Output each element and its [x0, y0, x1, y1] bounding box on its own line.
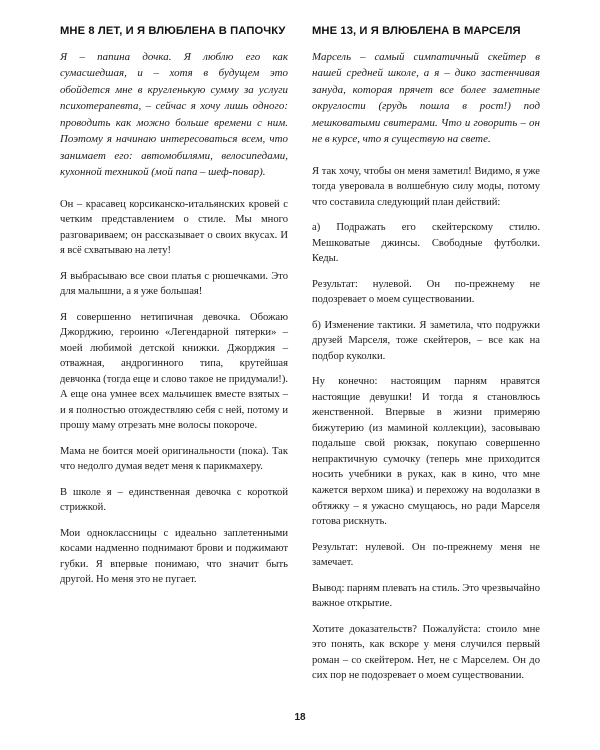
left-column-heading: МНЕ 8 ЛЕТ, И Я ВЛЮБЛЕНА В ПАПОЧКУ [60, 25, 286, 37]
paragraph: Результат: нулевой. Он по-прежнему меня не замечает. [312, 541, 540, 569]
paragraph: Марсель – самый симпатичный скейтер в нашей средней школе, а я – дико застенчивая зануда, которая прячет все более заметные округлости (грудь пошла в рост!) под мешковатыми свитерами. Что и говорить – он не в курсе, что я существую на свете. [312, 51, 540, 146]
paragraph: Я совершенно нетипичная девочка. Обожаю Джорджию, героиню «Легендарной пятерки» – моей любимой детской книжки. Джорджия – отважная, андрогинного типа, крутейшая девчонка (тогда еще и слово такое не придумали!). А еще она умнее всех мальчишек вместе взятых – и я полностью отождествляю себя с ней, потому и прошу маму отрезать мне волосы покороче. [60, 311, 288, 432]
paragraph: Я выбрасываю все свои платья с рюшечками. Это для малышни, а я уже большая! [60, 270, 288, 298]
paragraph: Результат: нулевой. Он по-прежнему не подозревает о моем существовании. [312, 278, 540, 306]
right-column [312, 24, 540, 694]
paragraph: а) Подражать его скейтерскому стилю. Мешковатые джинсы. Свободные футболки. Кеды. [312, 222, 540, 265]
page-number: 18 [294, 712, 306, 723]
paragraph: Хотите доказательств? Пожалуйста: стоило мне это понять, как вскоре у меня случился первый роман – со скейтером. Нет, не с Марселем. Он до сих пор не подозревает о моем существовании. [312, 623, 540, 682]
paragraph: Я так хочу, чтобы он меня заметил! Видимо, я уже тогда уверовала в волшебную силу моды, потому что составила следующий план действий: [312, 165, 540, 208]
paragraph: б) Изменение тактики. Я заметила, что подружки друзей Марселя, тоже скейтеров, – все как на подбор куколки. [312, 319, 540, 362]
paragraph: Мама не боится моей оригинальности (пока). Так что недолго думая ведет меня к парикмахеру. [60, 445, 288, 473]
paragraph: Мои одноклассницы с идеально заплетенными косами надменно поднимают брови и поджимают губки. Я впервые понимаю, что значит быть другой. Но меня это не пугает. [60, 527, 288, 586]
two-column-body [60, 24, 540, 694]
paragraph: Он – красавец корсиканско-итальянских кровей с четким представлением о стиле. Мы много разговариваем; он рассказывает о своих вкусах. И я всё схватываю на лету! [60, 198, 288, 257]
paragraph: Вывод: парням плевать на стиль. Это чрезвычайно важное открытие. [312, 582, 540, 610]
right-column-heading: МНЕ 13, И Я ВЛЮБЛЕНА В МАРСЕЛЯ [312, 25, 521, 37]
paragraph: Ну конечно: настоящим парням нравятся настоящие девушки! И тогда я становлюсь женственной. Впервые в жизни примеряю бижутерию (из маминой коллекции), засовываю подальше свой рюкзак, покупаю совершенно непрактичную сумочку (теперь мне приходится носить учебники в руках, как в кино, что мне кажется верхом шика) и перехожу на водолазки в обтяжку – я ужасно смущаюсь, но ради Марселя готова рискнуть. [312, 376, 540, 528]
left-column [60, 24, 288, 694]
paragraph: Я – папина дочка. Я люблю его как сумасшедшая, и – хотя в будущем это обойдется мне в кругленькую сумму за услуги психотерапевта, – сейчас я хочу лишь одного: проводить как можно больше времени с ним. Поэтому я начинаю интересоваться всем, что занимает его: автомобилями, велосипедами, кухонной техникой (мой папа – шеф-повар). [60, 51, 288, 179]
paragraph: В школе я – единственная девочка с короткой стрижкой. [60, 486, 288, 514]
